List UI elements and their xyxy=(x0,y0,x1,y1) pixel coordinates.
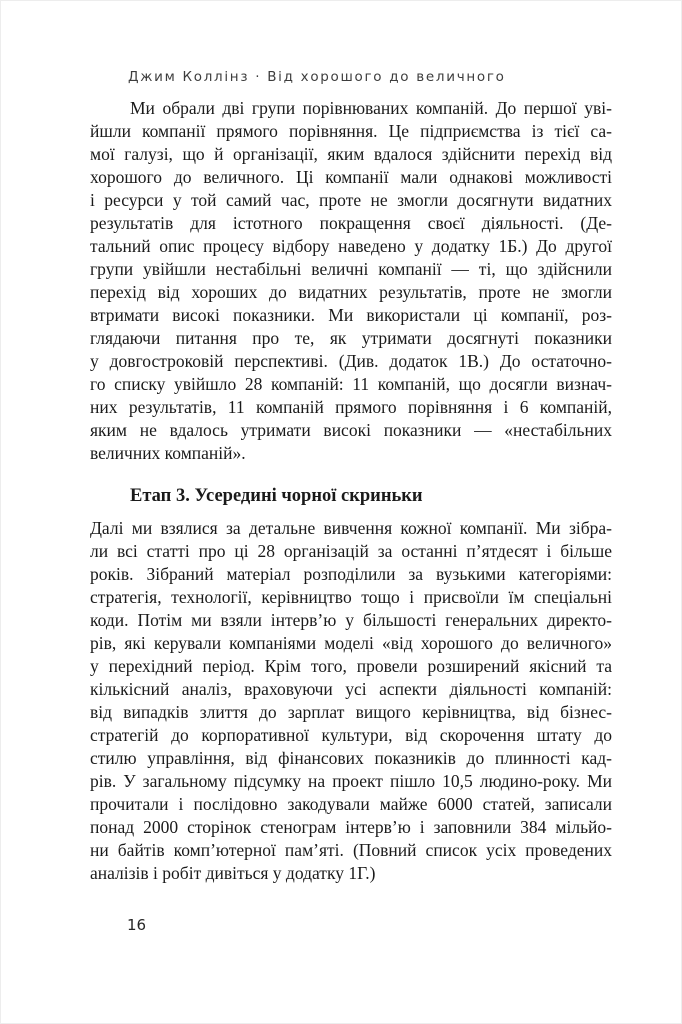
text-line: стилю управління, від фінансових показників до плинності кад- xyxy=(90,748,612,768)
running-header: Джим Коллінз · Від хорошого до величного xyxy=(128,69,506,85)
text-line: перехід від хороших до видатних результатів, проте не змогли xyxy=(90,282,612,302)
text-line: понад 2000 сторінок стенограм інтерв’ю і заповнили 384 мільйо- xyxy=(90,817,612,837)
paragraph-1 xyxy=(90,97,612,465)
page-body xyxy=(90,97,612,885)
text-line: них результатів, 11 компаній прямого порівняння і 6 компаній, xyxy=(90,397,612,417)
text-line: мої галузі, що й організації, яким вдалося здійснити перехід від xyxy=(90,144,612,164)
text-line: групи увійшли нестабільні величні компанії — ті, що здійснили xyxy=(90,259,612,279)
section-heading: Етап 3. Усередині чорної скриньки xyxy=(130,486,423,506)
text-line: коди. Потім ми взяли інтерв’ю у більшості генеральних директо- xyxy=(90,610,612,630)
text-line: рів, які керували компаніями моделі «від хорошого до величного» xyxy=(90,633,612,653)
text-line: кількісний аналіз, враховуючи усі аспекти діяльності компаній: xyxy=(90,679,612,699)
text-line: хорошого до величного. Ці компанії мали однакові можливості xyxy=(90,167,612,187)
text-line: і ресурси у той самий час, проте не змогли досягнути видатних xyxy=(90,190,612,210)
text-line: стратегій до корпоративної культури, від скорочення штату до xyxy=(90,725,612,745)
text-line: яким не вдалось утримати високі показники — «нестабільних xyxy=(90,420,612,440)
page-number: 16 xyxy=(127,916,147,934)
text-line: років. Зібраний матеріал розподілили за вузькими категоріями: xyxy=(90,564,612,584)
paragraph-2 xyxy=(90,517,612,885)
text-line: величних компаній». xyxy=(90,443,246,463)
text-line: аналізів і робіт дивіться у додатку 1Г.) xyxy=(90,863,376,883)
text-line: результатів для істотного покращення своєї діяльності. (Де- xyxy=(90,213,612,233)
text-line: йшли компанії прямого порівняння. Це підприємства із тієї са- xyxy=(90,121,612,141)
text-line: від випадків злиття до зарплат вищого керівництва, від бізнес- xyxy=(90,702,612,722)
text-line: тальний опис процесу відбору наведено у додатку 1Б.) До другої xyxy=(90,236,612,256)
text-line: ли всі статті про ці 28 організацій за останні п’ятдесят і більше xyxy=(90,541,612,561)
text-line: Далі ми взялися за детальне вивчення кожної компанії. Ми зібра- xyxy=(90,518,612,538)
text-line: го списку увійшло 28 компаній: 11 компаній, що досягли визнач- xyxy=(90,374,612,394)
text-line: Ми обрали дві групи порівнюваних компаній. До першої уві- xyxy=(130,98,612,118)
text-line: втримати високі показники. Ми використали ці компанії, роз- xyxy=(90,305,612,325)
text-line: рів. У загальному підсумку на проект пішло 10,5 людино-року. Ми xyxy=(90,771,612,791)
text-line: прочитали і послідовно закодували майже 6000 статей, записали xyxy=(90,794,612,814)
text-line: стратегія, технології, керівництво тощо і присвоїли їм спеціальні xyxy=(90,587,612,607)
text-line: ни байтів комп’ютерної пам’яті. (Повний список усіх проведених xyxy=(90,840,612,860)
text-line: у перехідний період. Крім того, провели розширений якісний та xyxy=(90,656,612,676)
text-line: глядаючи питання про те, як утримати досягнуті показники xyxy=(90,328,612,348)
text-line: у довгостроковій перспективі. (Див. додаток 1В.) До остаточно- xyxy=(90,351,612,371)
